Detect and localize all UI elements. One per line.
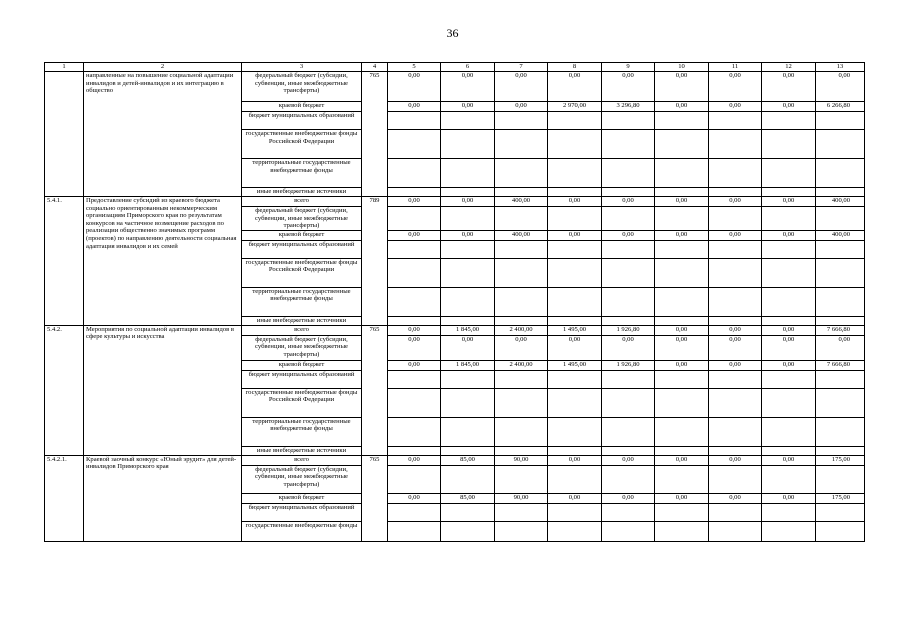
total-value-cell (816, 287, 865, 316)
year-value-cell (441, 287, 495, 316)
year-value-cell (548, 446, 602, 455)
year-value-cell (709, 388, 762, 417)
year-value-cell (602, 316, 655, 325)
year-value-cell: 400,00 (495, 197, 548, 207)
year-value-cell: 1 926,80 (602, 360, 655, 370)
year-value-cell: 1 926,80 (602, 325, 655, 335)
funding-source-cell: территориальные государственные внебюджетные фонды (242, 287, 362, 316)
year-value-cell (388, 521, 441, 541)
year-value-cell (495, 207, 548, 231)
year-value-cell: 0,00 (709, 230, 762, 240)
year-value-cell (495, 240, 548, 258)
year-value-cell (709, 417, 762, 446)
year-value-cell (602, 446, 655, 455)
year-value-cell: 0,00 (388, 325, 441, 335)
year-value-cell (441, 240, 495, 258)
year-value-cell (441, 388, 495, 417)
year-value-cell (762, 316, 816, 325)
funding-source-cell: территориальные государственные внебюджетные фонды (242, 417, 362, 446)
year-value-cell (709, 159, 762, 188)
year-value-cell: 0,00 (388, 335, 441, 360)
total-value-cell (816, 207, 865, 231)
year-value-cell (655, 503, 709, 521)
year-value-cell: 0,00 (602, 493, 655, 503)
year-value-cell (548, 159, 602, 188)
year-value-cell (441, 446, 495, 455)
year-value-cell: 3 296,80 (602, 102, 655, 112)
funding-source-cell: иные внебюджетные источники (242, 316, 362, 325)
total-value-cell: 175,00 (816, 455, 865, 465)
year-value-cell: 0,00 (709, 360, 762, 370)
total-value-cell (816, 503, 865, 521)
year-value-cell: 0,00 (709, 102, 762, 112)
year-value-cell: 1 845,00 (441, 325, 495, 335)
header-cell: 2 (84, 63, 242, 72)
year-value-cell (709, 521, 762, 541)
year-value-cell (655, 258, 709, 287)
year-value-cell: 0,00 (441, 72, 495, 102)
table-row (45, 197, 865, 207)
funding-source-cell: бюджет муниципальных образований (242, 240, 362, 258)
year-value-cell: 0,00 (548, 230, 602, 240)
header-row (45, 63, 865, 72)
year-value-cell (388, 240, 441, 258)
row-code-cell: 5.4.2.1. (45, 455, 84, 541)
year-value-cell (441, 188, 495, 197)
year-value-cell: 0,00 (709, 455, 762, 465)
year-value-cell: 0,00 (655, 197, 709, 207)
header-cell: 7 (495, 63, 548, 72)
year-value-cell: 1 495,00 (548, 325, 602, 335)
year-value-cell (388, 207, 441, 231)
year-value-cell: 0,00 (655, 230, 709, 240)
year-value-cell (548, 370, 602, 388)
funding-source-cell: бюджет муниципальных образований (242, 503, 362, 521)
year-value-cell: 2 400,00 (495, 325, 548, 335)
year-value-cell (495, 446, 548, 455)
total-value-cell: 7 666,80 (816, 360, 865, 370)
funding-source-cell: иные внебюджетные источники (242, 446, 362, 455)
total-value-cell (816, 316, 865, 325)
year-value-cell (709, 130, 762, 159)
year-value-cell (762, 188, 816, 197)
funding-source-cell: всего (242, 325, 362, 335)
year-value-cell (709, 240, 762, 258)
funding-source-cell: федеральный бюджет (субсидии, субвенции, иные межбюджетные трансферты) (242, 207, 362, 231)
year-value-cell: 0,00 (762, 493, 816, 503)
total-value-cell: 7 666,80 (816, 325, 865, 335)
year-value-cell (655, 446, 709, 455)
year-value-cell (602, 112, 655, 130)
funding-source-cell: государственные внебюджетные фонды Российской Федерации (242, 258, 362, 287)
year-value-cell (495, 521, 548, 541)
year-value-cell: 0,00 (548, 72, 602, 102)
year-value-cell: 0,00 (388, 197, 441, 207)
year-value-cell (602, 417, 655, 446)
year-value-cell (655, 417, 709, 446)
total-value-cell (816, 112, 865, 130)
grbs-code-cell: 765 (362, 325, 388, 455)
year-value-cell (602, 465, 655, 493)
header-cell: 13 (816, 63, 865, 72)
year-value-cell (602, 207, 655, 231)
year-value-cell: 90,00 (495, 455, 548, 465)
year-value-cell (762, 370, 816, 388)
year-value-cell (709, 188, 762, 197)
year-value-cell (495, 388, 548, 417)
funding-source-cell: государственные внебюджетные фонды Российской Федерации (242, 388, 362, 417)
year-value-cell (709, 465, 762, 493)
row-code-cell: 5.4.1. (45, 197, 84, 326)
funding-source-cell: краевой бюджет (242, 360, 362, 370)
total-value-cell: 0,00 (816, 72, 865, 102)
year-value-cell (762, 240, 816, 258)
year-value-cell (762, 207, 816, 231)
year-value-cell (495, 465, 548, 493)
year-value-cell (495, 316, 548, 325)
year-value-cell (762, 112, 816, 130)
year-value-cell (441, 159, 495, 188)
year-value-cell: 0,00 (762, 335, 816, 360)
total-value-cell (816, 240, 865, 258)
table-row (45, 455, 865, 465)
year-value-cell (441, 521, 495, 541)
total-value-cell (816, 465, 865, 493)
year-value-cell (709, 207, 762, 231)
year-value-cell (762, 258, 816, 287)
activity-name-cell: Краевой заочный конкурс «Юный эрудит» для детей-инвалидов Приморского края (84, 455, 242, 541)
year-value-cell (709, 287, 762, 316)
funding-source-cell: федеральный бюджет (субсидии, субвенции, иные межбюджетные трансферты) (242, 465, 362, 493)
header-cell: 3 (242, 63, 362, 72)
year-value-cell: 0,00 (655, 455, 709, 465)
year-value-cell: 0,00 (762, 230, 816, 240)
year-value-cell (602, 521, 655, 541)
year-value-cell (709, 258, 762, 287)
year-value-cell (602, 130, 655, 159)
year-value-cell (602, 287, 655, 316)
year-value-cell (602, 258, 655, 287)
year-value-cell (602, 240, 655, 258)
year-value-cell: 0,00 (495, 335, 548, 360)
year-value-cell: 0,00 (762, 72, 816, 102)
year-value-cell (388, 130, 441, 159)
year-value-cell: 0,00 (762, 197, 816, 207)
year-value-cell (548, 388, 602, 417)
table-row (45, 325, 865, 335)
year-value-cell: 0,00 (441, 102, 495, 112)
year-value-cell: 0,00 (709, 493, 762, 503)
year-value-cell (762, 130, 816, 159)
year-value-cell (655, 130, 709, 159)
year-value-cell (548, 207, 602, 231)
year-value-cell (762, 417, 816, 446)
total-value-cell (816, 188, 865, 197)
year-value-cell: 0,00 (709, 325, 762, 335)
year-value-cell (655, 521, 709, 541)
year-value-cell (548, 417, 602, 446)
year-value-cell (548, 258, 602, 287)
year-value-cell: 0,00 (495, 72, 548, 102)
year-value-cell: 0,00 (655, 360, 709, 370)
year-value-cell (548, 503, 602, 521)
year-value-cell: 0,00 (655, 493, 709, 503)
funding-source-cell: краевой бюджет (242, 102, 362, 112)
year-value-cell: 0,00 (762, 360, 816, 370)
year-value-cell (388, 370, 441, 388)
year-value-cell (655, 112, 709, 130)
year-value-cell: 0,00 (388, 72, 441, 102)
year-value-cell: 85,00 (441, 493, 495, 503)
year-value-cell (495, 112, 548, 130)
year-value-cell: 0,00 (709, 335, 762, 360)
year-value-cell (709, 112, 762, 130)
year-value-cell: 0,00 (655, 325, 709, 335)
year-value-cell: 0,00 (602, 197, 655, 207)
year-value-cell (709, 446, 762, 455)
row-code-cell: 5.4.2. (45, 325, 84, 455)
funding-source-cell: федеральный бюджет (субсидии, субвенции, иные межбюджетные трансферты) (242, 335, 362, 360)
year-value-cell (655, 159, 709, 188)
year-value-cell (602, 388, 655, 417)
grbs-code-cell: 765 (362, 72, 388, 197)
year-value-cell (548, 188, 602, 197)
year-value-cell (495, 188, 548, 197)
year-value-cell: 0,00 (388, 230, 441, 240)
year-value-cell (495, 417, 548, 446)
funding-source-cell: всего (242, 455, 362, 465)
year-value-cell: 0,00 (495, 102, 548, 112)
header-cell: 11 (709, 63, 762, 72)
year-value-cell (655, 388, 709, 417)
year-value-cell (655, 207, 709, 231)
year-value-cell (655, 316, 709, 325)
year-value-cell: 0,00 (441, 197, 495, 207)
funding-source-cell: государственные внебюджетные фонды (242, 521, 362, 541)
year-value-cell: 0,00 (388, 102, 441, 112)
year-value-cell: 0,00 (709, 72, 762, 102)
funding-source-cell: федеральный бюджет (субсидии, субвенции, иные межбюджетные трансферты) (242, 72, 362, 102)
total-value-cell: 0,00 (816, 335, 865, 360)
year-value-cell (441, 112, 495, 130)
header-cell: 8 (548, 63, 602, 72)
header-cell: 9 (602, 63, 655, 72)
header-cell: 12 (762, 63, 816, 72)
total-value-cell (816, 521, 865, 541)
header-cell: 6 (441, 63, 495, 72)
year-value-cell (441, 417, 495, 446)
year-value-cell (655, 287, 709, 316)
year-value-cell (602, 503, 655, 521)
total-value-cell: 6 266,80 (816, 102, 865, 112)
year-value-cell: 2 970,00 (548, 102, 602, 112)
year-value-cell: 0,00 (548, 455, 602, 465)
year-value-cell: 85,00 (441, 455, 495, 465)
year-value-cell: 0,00 (602, 230, 655, 240)
year-value-cell: 0,00 (548, 197, 602, 207)
total-value-cell (816, 159, 865, 188)
year-value-cell: 0,00 (388, 455, 441, 465)
year-value-cell (602, 370, 655, 388)
activity-name-cell: направленные на повышение социальной адаптации инвалидов и детей-инвалидов и их интеграцию в общество (84, 72, 242, 197)
year-value-cell: 0,00 (548, 335, 602, 360)
year-value-cell: 0,00 (602, 455, 655, 465)
page-number: 36 (446, 26, 459, 40)
year-value-cell: 0,00 (388, 360, 441, 370)
year-value-cell: 1 495,00 (548, 360, 602, 370)
year-value-cell (762, 287, 816, 316)
year-value-cell (762, 503, 816, 521)
table-body (45, 72, 865, 542)
funding-source-cell: краевой бюджет (242, 230, 362, 240)
year-value-cell (548, 465, 602, 493)
year-value-cell (548, 316, 602, 325)
year-value-cell: 0,00 (602, 335, 655, 360)
total-value-cell (816, 258, 865, 287)
year-value-cell: 0,00 (655, 335, 709, 360)
funding-source-cell: территориальные государственные внебюджетные фонды (242, 159, 362, 188)
header-cell: 5 (388, 63, 441, 72)
year-value-cell (548, 287, 602, 316)
total-value-cell: 175,00 (816, 493, 865, 503)
year-value-cell (441, 207, 495, 231)
year-value-cell: 0,00 (441, 230, 495, 240)
year-value-cell (762, 521, 816, 541)
year-value-cell (709, 370, 762, 388)
total-value-cell (816, 130, 865, 159)
year-value-cell (495, 159, 548, 188)
year-value-cell (388, 188, 441, 197)
year-value-cell (388, 503, 441, 521)
year-value-cell: 0,00 (548, 493, 602, 503)
year-value-cell (388, 446, 441, 455)
year-value-cell: 90,00 (495, 493, 548, 503)
header-cell: 10 (655, 63, 709, 72)
year-value-cell (388, 388, 441, 417)
grbs-code-cell: 765 (362, 455, 388, 541)
year-value-cell (655, 370, 709, 388)
year-value-cell (495, 287, 548, 316)
year-value-cell: 0,00 (655, 72, 709, 102)
year-value-cell (388, 258, 441, 287)
year-value-cell (441, 130, 495, 159)
year-value-cell (655, 465, 709, 493)
year-value-cell (441, 316, 495, 325)
funding-source-cell: бюджет муниципальных образований (242, 370, 362, 388)
year-value-cell (548, 521, 602, 541)
year-value-cell (762, 446, 816, 455)
year-value-cell: 1 845,00 (441, 360, 495, 370)
total-value-cell (816, 370, 865, 388)
activity-name-cell: Мероприятия по социальной адаптации инвалидов в сфере культуры и искусства (84, 325, 242, 455)
year-value-cell: 0,00 (762, 455, 816, 465)
year-value-cell (762, 465, 816, 493)
total-value-cell (816, 446, 865, 455)
year-value-cell: 0,00 (655, 102, 709, 112)
year-value-cell (388, 465, 441, 493)
year-value-cell (388, 159, 441, 188)
total-value-cell (816, 388, 865, 417)
year-value-cell (495, 370, 548, 388)
year-value-cell (441, 258, 495, 287)
year-value-cell (762, 159, 816, 188)
year-value-cell (495, 503, 548, 521)
year-value-cell (548, 112, 602, 130)
year-value-cell (388, 417, 441, 446)
header-cell: 1 (45, 63, 84, 72)
funding-source-cell: краевой бюджет (242, 493, 362, 503)
year-value-cell: 400,00 (495, 230, 548, 240)
year-value-cell: 2 400,00 (495, 360, 548, 370)
year-value-cell (495, 258, 548, 287)
total-value-cell (816, 417, 865, 446)
year-value-cell: 0,00 (441, 335, 495, 360)
year-value-cell (709, 316, 762, 325)
activity-name-cell: Предоставление субсидий из краевого бюджета социально ориентированным некоммерческим организациям Приморского края по результатам конкурсов на частичное возмещение расходов по реализации общественно значимых программ (проектов) по направлению деятельности социальная адаптация инвалидов и их семей (84, 197, 242, 326)
year-value-cell (602, 188, 655, 197)
row-code-cell (45, 72, 84, 197)
header-cell: 4 (362, 63, 388, 72)
year-value-cell (388, 316, 441, 325)
funding-source-cell: всего (242, 197, 362, 207)
funding-source-cell: иные внебюджетные источники (242, 188, 362, 197)
budget-table-container (44, 62, 865, 542)
year-value-cell: 0,00 (709, 197, 762, 207)
year-value-cell (388, 287, 441, 316)
year-value-cell (655, 188, 709, 197)
year-value-cell: 0,00 (388, 493, 441, 503)
grbs-code-cell: 789 (362, 197, 388, 326)
budget-table (44, 62, 865, 542)
year-value-cell (441, 503, 495, 521)
funding-source-cell: государственные внебюджетные фонды Российской Федерации (242, 130, 362, 159)
year-value-cell: 0,00 (762, 325, 816, 335)
year-value-cell: 0,00 (602, 72, 655, 102)
year-value-cell (602, 159, 655, 188)
year-value-cell (762, 388, 816, 417)
year-value-cell (441, 465, 495, 493)
funding-source-cell: бюджет муниципальных образований (242, 112, 362, 130)
year-value-cell (655, 240, 709, 258)
year-value-cell (388, 112, 441, 130)
table-row (45, 72, 865, 102)
total-value-cell: 400,00 (816, 230, 865, 240)
year-value-cell: 0,00 (762, 102, 816, 112)
year-value-cell (548, 130, 602, 159)
year-value-cell (495, 130, 548, 159)
total-value-cell: 400,00 (816, 197, 865, 207)
year-value-cell (709, 503, 762, 521)
year-value-cell (548, 240, 602, 258)
year-value-cell (441, 370, 495, 388)
